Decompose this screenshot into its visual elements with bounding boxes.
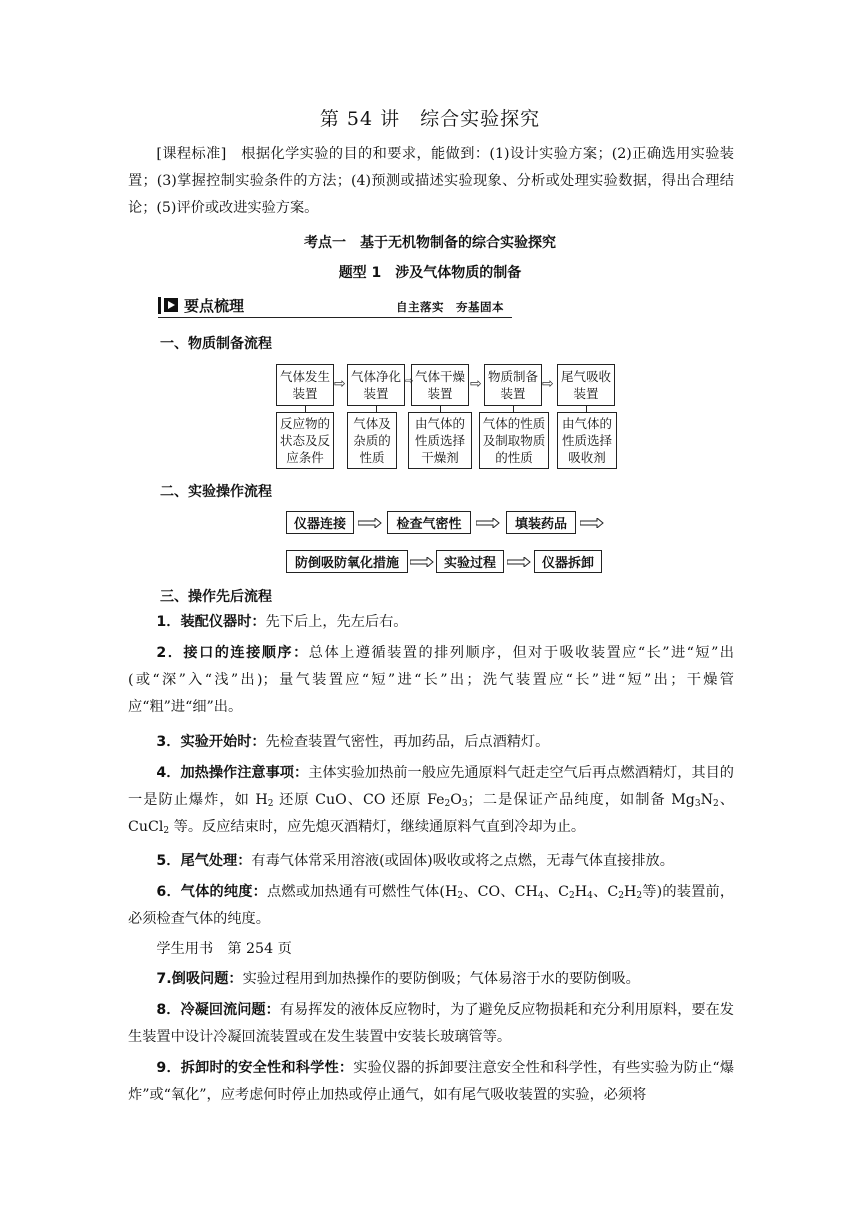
double-arrow-icon: [476, 518, 500, 528]
item-7: [128, 966, 734, 993]
item-text: 主体实验加热前一般应先通原料气赶走空气后再点燃酒精灯，其目的一是防止爆炸，如 H: [128, 765, 734, 808]
flow1-bottom-box: 反应物的状态及反应条件: [276, 412, 334, 469]
item-text: 实验过程用到加热操作的要防倒吸；气体易溶于水的要防倒吸。: [242, 971, 640, 987]
item-5: [128, 848, 734, 875]
standard-text: 根据化学实验的目的和要求，能做到：(1)设计实验方案；(2)正确选用实验装置；(3)掌握控制实验条件的方法；(4)预测或描述实验现象、分析或处理实验数据，得出合理结论；(5)评价或改进实验方案。: [128, 146, 734, 216]
item-text: 等。反应结束时，应先熄灭酒精灯，继续通原料气直到冷却为止。: [169, 819, 586, 835]
item-4: 4．加热操作注意事项：主体实验加热前一般应先通原料气赶走空气后再点燃酒精灯，其目的一是防止爆炸，如 $H_2$ 还原 CuO、CO 还原 $Fe_2O_3$；二是保证产品纯度，如制备 $Mg_3N_2$、CuCl$_2$ 等。反应结束时，应先熄灭酒精灯，继续通原料气直到冷却为止。: [128, 765, 734, 836]
item-8: [128, 997, 734, 1051]
flow1-top-box: 尾气吸收装置: [557, 364, 615, 406]
item-text: 点燃或加热通有可燃性气体(H: [267, 884, 458, 900]
flow1-bottom-box: 气体的性质及制取物质的性质: [479, 412, 549, 469]
item-label: 2．接口的连接顺序：: [156, 645, 309, 661]
item-text: 先检查装置气密性，再加药品，后点酒精灯。: [265, 734, 550, 750]
arrow-right-icon: ⇨: [334, 376, 346, 392]
flow2-step: 防倒吸防氧化措施: [286, 550, 408, 573]
section-banner: [158, 295, 512, 318]
flow1-bottom-box: 由气体的性质选择吸收剂: [557, 412, 617, 469]
item-3: [128, 729, 734, 756]
item-2: [128, 640, 734, 721]
flow1-top-box: 气体发生装置: [276, 364, 334, 406]
tixing-heading: 题型 1 涉及气体物质的制备: [338, 265, 522, 281]
flow1-top-box: 气体净化装置: [347, 364, 405, 406]
item-text: 先下后上，先左后右。: [265, 614, 408, 630]
item-label: 5．尾气处理：: [156, 853, 252, 869]
flow1-bottom-box: 气体及杂质的性质: [347, 412, 397, 469]
double-arrow-icon: [507, 557, 531, 567]
flow2-step: 实验过程: [436, 550, 504, 573]
kaodian-heading: 考点一 基于无机物制备的综合实验探究: [304, 235, 556, 251]
banner-label: 要点梳理: [184, 297, 245, 315]
banner-bar: [158, 297, 161, 314]
item-6: 6．气体的纯度：点燃或加热通有可燃性气体($H_2$、CO、$CH_4$、$C_2H_4$、$C_2H_2$等)的装置前，必须检查气体的纯度。: [128, 884, 735, 927]
arrow-right-icon: ⇨: [470, 376, 482, 392]
item-text: 有易挥发的液体反应物时，为了避免反应物损耗和充分利用原料，要在发生装置中设计冷凝回流装置或在发生装置中安装长玻璃管等。: [128, 1002, 734, 1045]
item-label: 9．拆卸时的安全性和科学性：: [156, 1060, 354, 1076]
item-label: 4．加热操作注意事项：: [156, 765, 309, 781]
item-text: 等)的装置前，必须检查气体的纯度。: [128, 884, 735, 927]
arrow-right-icon: ⇨: [542, 376, 554, 392]
item-1: [128, 609, 734, 636]
item-text: 、C: [543, 884, 569, 900]
course-standard: [128, 141, 734, 222]
play-icon: [164, 298, 178, 312]
flow2-step: 仪器拆卸: [534, 550, 602, 573]
arrow-right-icon: ⇨: [405, 376, 414, 387]
book-page-note: 学生用书 第 254 页: [156, 941, 292, 957]
flow2-step: 仪器连接: [286, 511, 354, 534]
section-1-heading: 一、物质制备流程: [160, 336, 272, 352]
banner-tag: 自主落实 夯基固本: [396, 300, 504, 314]
page-title: 第 54 讲 综合实验探究: [319, 108, 541, 130]
item-text: 还原 CuO、CO 还原 Fe: [273, 792, 445, 808]
double-arrow-icon: [410, 557, 434, 567]
double-arrow-icon: [358, 518, 382, 528]
item-label: 7.倒吸问题：: [156, 971, 243, 987]
item-text: 、CuCl: [128, 792, 734, 835]
flow2-step: 检查气密性: [387, 511, 471, 534]
item-label: 6．气体的纯度：: [156, 884, 268, 900]
item-9: [128, 1055, 734, 1109]
standard-label: [课程标准]: [156, 146, 227, 162]
item-text: 总体上遵循装置的排列顺序，但对于吸收装置应“长”进“短”出(或“深”入“浅”出)；量气装置应“短”进“长”出；洗气装置应“长”进“短”出；干燥管应“粗”进“细”出。: [128, 645, 734, 715]
flow1-bottom-box: 由气体的性质选择干燥剂: [408, 412, 472, 469]
section-2-heading: 二、实验操作流程: [160, 484, 272, 500]
section-3-heading: 三、操作先后流程: [160, 589, 272, 605]
item-label: 8．冷凝回流问题：: [156, 1002, 280, 1018]
flow1-top-box: 气体干燥装置: [411, 364, 469, 406]
double-arrow-icon: [580, 518, 604, 528]
item-label: 3．实验开始时：: [156, 734, 266, 750]
item-text: 实验仪器的拆卸要注意安全性和科学性，有些实验为防止“爆炸”或“氧化”，应考虑何时停止加热或停止通气，如有尾气吸收装置的实验，必须将: [128, 1060, 735, 1103]
flow2-step: 填装药品: [506, 511, 576, 534]
item-label: 1．装配仪器时：: [156, 614, 266, 630]
item-text: 、CO、CH: [463, 884, 538, 900]
flow1-top-box: 物质制备装置: [484, 364, 542, 406]
item-text: ；二是保证产品纯度，如制备 Mg: [467, 792, 695, 808]
item-text: 有毒气体常采用溶液(或固体)吸收或将之点燃，无毒气体直接排放。: [251, 853, 674, 869]
